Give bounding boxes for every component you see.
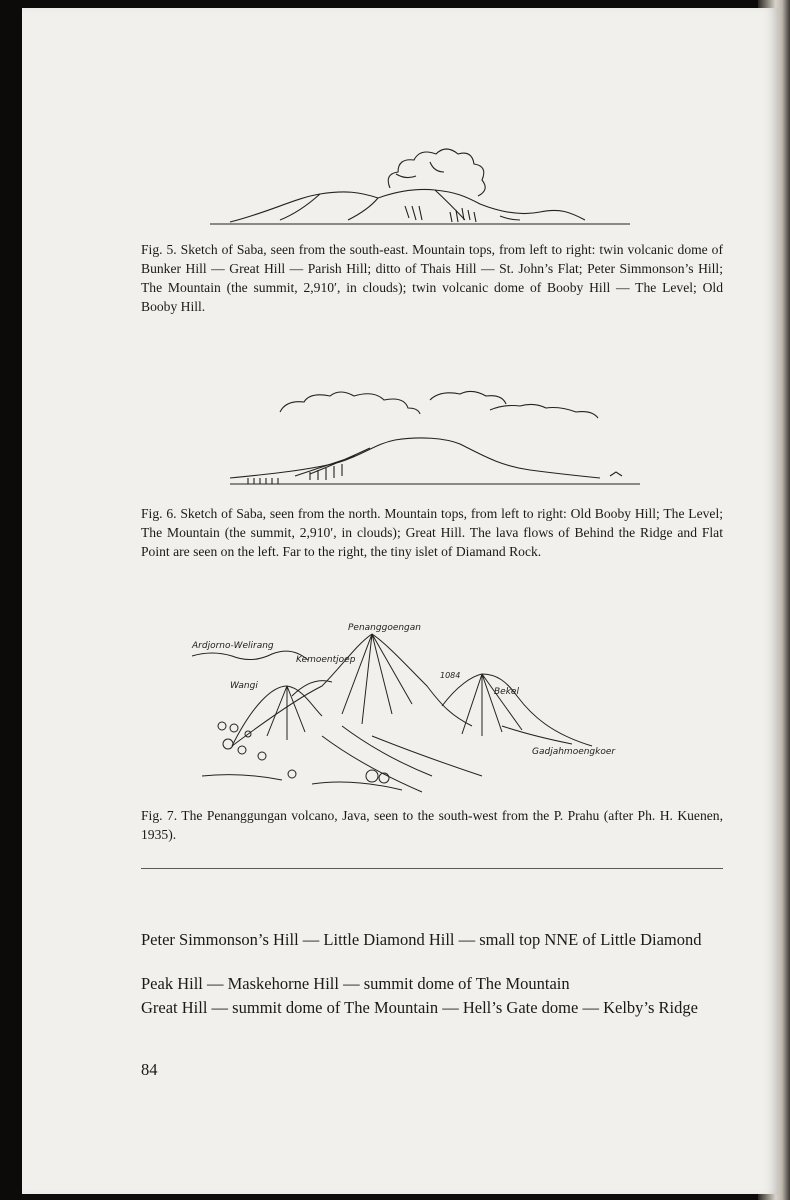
label-gadjah: Gadjahmoengkoer [532, 747, 616, 757]
label-elev: 1084 [440, 671, 461, 680]
label-wangi: Wangi [230, 681, 258, 691]
text-line-2: Peak Hill — Maskehorne Hill — summit dome of The Mountain [141, 974, 570, 993]
fig5-caption: Fig. 5. Sketch of Saba, seen from the south-east. Mountain tops, from left to right: twin volcanic dome of Bunker Hill — Great Hill — Parish Hill; ditto of Thais Hill — St. John’s Flat; Peter Simmonson’s Hill; The Mountain (the summit, 2,910′, in clouds); twin volcanic dome of Booby Hill — The Level; Old Booby Hill. [141, 242, 723, 314]
section-divider [141, 868, 723, 869]
text-line-1: Peter Simmonson’s Hill — Little Diamond Hill — small top NNE of Little Diamond [141, 930, 702, 949]
page-number: 84 [141, 1060, 158, 1079]
fig7-sketch [172, 616, 642, 800]
label-bekel: Bekel [494, 687, 519, 697]
label-kemoentjoep: Kemoentjoep [296, 655, 356, 665]
fig6-caption: Fig. 6. Sketch of Saba, seen from the north. Mountain tops, from left to right: Old Booby Hill; The Level; The Mountain (the summit, 2,910′, in clouds); Great Hill. The lava flows of Behind the Ridge and Flat Point are seen on the left. Far to the right, the tiny islet of Diamand Rock. [141, 506, 723, 559]
fig6-sketch [200, 374, 660, 492]
label-ardjorno: Ardjorno-Welirang [192, 641, 274, 651]
label-penanggoengan: Penanggoengan [348, 623, 421, 633]
fig5-sketch [200, 112, 640, 232]
book-page [22, 8, 778, 1194]
text-line-3: Great Hill — summit dome of The Mountain — Hell’s Gate dome — Kelby’s Ridge [141, 998, 698, 1017]
fig7-caption: Fig. 7. The Penanggungan volcano, Java, seen to the south-west from the P. Prahu (after Ph. H. Kuenen, 1935). [141, 808, 723, 842]
